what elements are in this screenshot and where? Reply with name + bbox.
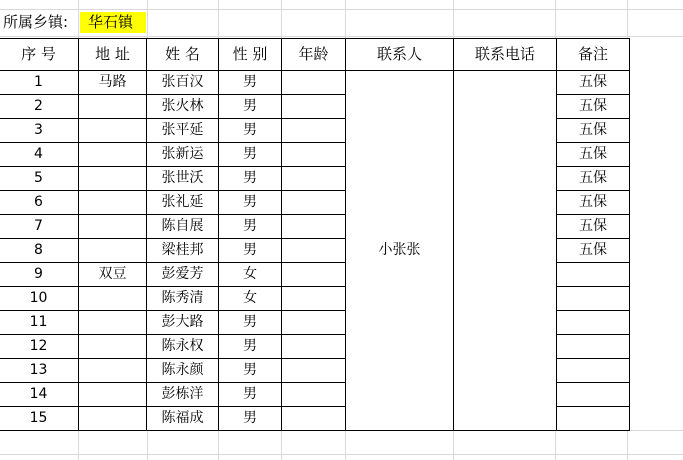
cell-age[interactable] [282, 287, 346, 311]
cell-name[interactable]: 彭大路 [147, 311, 219, 335]
cell-no[interactable]: 13 [0, 359, 79, 383]
cell-note[interactable]: 五保 [557, 71, 630, 95]
cell-sex[interactable]: 男 [219, 191, 282, 215]
cell-address[interactable] [79, 287, 147, 311]
cell-name[interactable]: 陈秀清 [147, 287, 219, 311]
cell-age[interactable] [282, 95, 346, 119]
cell-age[interactable] [282, 167, 346, 191]
cell-sex[interactable]: 男 [219, 359, 282, 383]
cell-sex[interactable]: 男 [219, 335, 282, 359]
cell-age[interactable] [282, 335, 346, 359]
cell-name[interactable]: 陈永权 [147, 335, 219, 359]
cell-name[interactable]: 张百汉 [147, 71, 219, 95]
column-header-contact[interactable]: 联系人 [346, 39, 454, 71]
cell-no[interactable]: 9 [0, 263, 79, 287]
column-header-note[interactable]: 备注 [557, 39, 630, 71]
cell-no[interactable]: 10 [0, 287, 79, 311]
cell-address[interactable]: 马路 [79, 71, 147, 95]
cell-address[interactable] [79, 95, 147, 119]
township-row [0, 10, 683, 34]
cell-sex[interactable]: 男 [219, 143, 282, 167]
cell-no[interactable]: 2 [0, 95, 79, 119]
cell-name[interactable]: 陈永颜 [147, 359, 219, 383]
cell-no[interactable]: 3 [0, 119, 79, 143]
cell-sex[interactable]: 男 [219, 239, 282, 263]
cell-name[interactable]: 张世沃 [147, 167, 219, 191]
cell-address[interactable] [79, 191, 147, 215]
cell-no[interactable]: 4 [0, 143, 79, 167]
cell-sex[interactable]: 男 [219, 119, 282, 143]
cell-name[interactable]: 张火林 [147, 95, 219, 119]
cell-address[interactable] [79, 239, 147, 263]
column-header-no[interactable]: 序 号 [0, 39, 79, 71]
cell-no[interactable]: 5 [0, 167, 79, 191]
cell-age[interactable] [282, 407, 346, 431]
cell-note[interactable] [557, 407, 630, 431]
cell-age[interactable] [282, 359, 346, 383]
cell-sex[interactable]: 女 [219, 263, 282, 287]
cell-note[interactable] [557, 311, 630, 335]
cell-no[interactable]: 6 [0, 191, 79, 215]
cell-name[interactable]: 张礼延 [147, 191, 219, 215]
cell-address[interactable] [79, 335, 147, 359]
cell-note[interactable]: 五保 [557, 143, 630, 167]
township-value-cell[interactable]: 华石镇 [80, 12, 146, 33]
cell-note[interactable]: 五保 [557, 119, 630, 143]
cell-address[interactable] [79, 407, 147, 431]
table-row [0, 71, 630, 95]
column-header-address[interactable]: 地 址 [79, 39, 147, 71]
cell-address[interactable] [79, 311, 147, 335]
cell-name[interactable]: 梁桂邦 [147, 239, 219, 263]
cell-note[interactable] [557, 335, 630, 359]
cell-sex[interactable]: 男 [219, 215, 282, 239]
cell-note[interactable]: 五保 [557, 95, 630, 119]
cell-age[interactable] [282, 119, 346, 143]
township-label: 所属乡镇: [3, 13, 69, 31]
cell-note[interactable] [557, 287, 630, 311]
cell-age[interactable] [282, 383, 346, 407]
cell-sex[interactable]: 男 [219, 383, 282, 407]
cell-sex[interactable]: 男 [219, 407, 282, 431]
cell-name[interactable]: 张平延 [147, 119, 219, 143]
cell-address[interactable] [79, 119, 147, 143]
cell-sex[interactable]: 男 [219, 167, 282, 191]
cell-address[interactable] [79, 167, 147, 191]
cell-address[interactable] [79, 383, 147, 407]
cell-name[interactable]: 陈自展 [147, 215, 219, 239]
column-header-name[interactable]: 姓 名 [147, 39, 219, 71]
cell-address[interactable]: 双豆 [79, 263, 147, 287]
cell-age[interactable] [282, 143, 346, 167]
cell-address[interactable] [79, 359, 147, 383]
cell-contact-person-merged[interactable]: 小张张 [346, 71, 454, 431]
cell-name[interactable]: 陈福成 [147, 407, 219, 431]
roster-table [0, 38, 630, 431]
cell-name[interactable]: 彭栋洋 [147, 383, 219, 407]
cell-no[interactable]: 15 [0, 407, 79, 431]
column-header-sex[interactable]: 性 别 [219, 39, 282, 71]
cell-sex[interactable]: 女 [219, 287, 282, 311]
cell-sex[interactable]: 男 [219, 95, 282, 119]
cell-address[interactable] [79, 215, 147, 239]
cell-note[interactable]: 五保 [557, 191, 630, 215]
cell-sex[interactable]: 男 [219, 71, 282, 95]
cell-no[interactable]: 8 [0, 239, 79, 263]
cell-age[interactable] [282, 263, 346, 287]
cell-age[interactable] [282, 311, 346, 335]
cell-note[interactable]: 五保 [557, 239, 630, 263]
cell-note[interactable] [557, 383, 630, 407]
cell-note[interactable] [557, 359, 630, 383]
cell-note[interactable]: 五保 [557, 167, 630, 191]
cell-address[interactable] [79, 143, 147, 167]
cell-sex[interactable]: 男 [219, 311, 282, 335]
cell-no[interactable]: 11 [0, 311, 79, 335]
cell-name[interactable]: 张新运 [147, 143, 219, 167]
cell-note[interactable] [557, 263, 630, 287]
cell-age[interactable] [282, 215, 346, 239]
cell-note[interactable]: 五保 [557, 215, 630, 239]
cell-age[interactable] [282, 191, 346, 215]
cell-no[interactable]: 12 [0, 335, 79, 359]
table-header-row [0, 39, 630, 71]
cell-name[interactable]: 彭爱芳 [147, 263, 219, 287]
cell-no[interactable]: 1 [0, 71, 79, 95]
cell-contact-phone-merged[interactable] [454, 71, 557, 431]
cell-no[interactable]: 14 [0, 383, 79, 407]
column-header-age[interactable]: 年龄 [282, 39, 346, 71]
cell-age[interactable] [282, 239, 346, 263]
column-header-phone[interactable]: 联系电话 [454, 39, 557, 71]
cell-age[interactable] [282, 71, 346, 95]
cell-no[interactable]: 7 [0, 215, 79, 239]
